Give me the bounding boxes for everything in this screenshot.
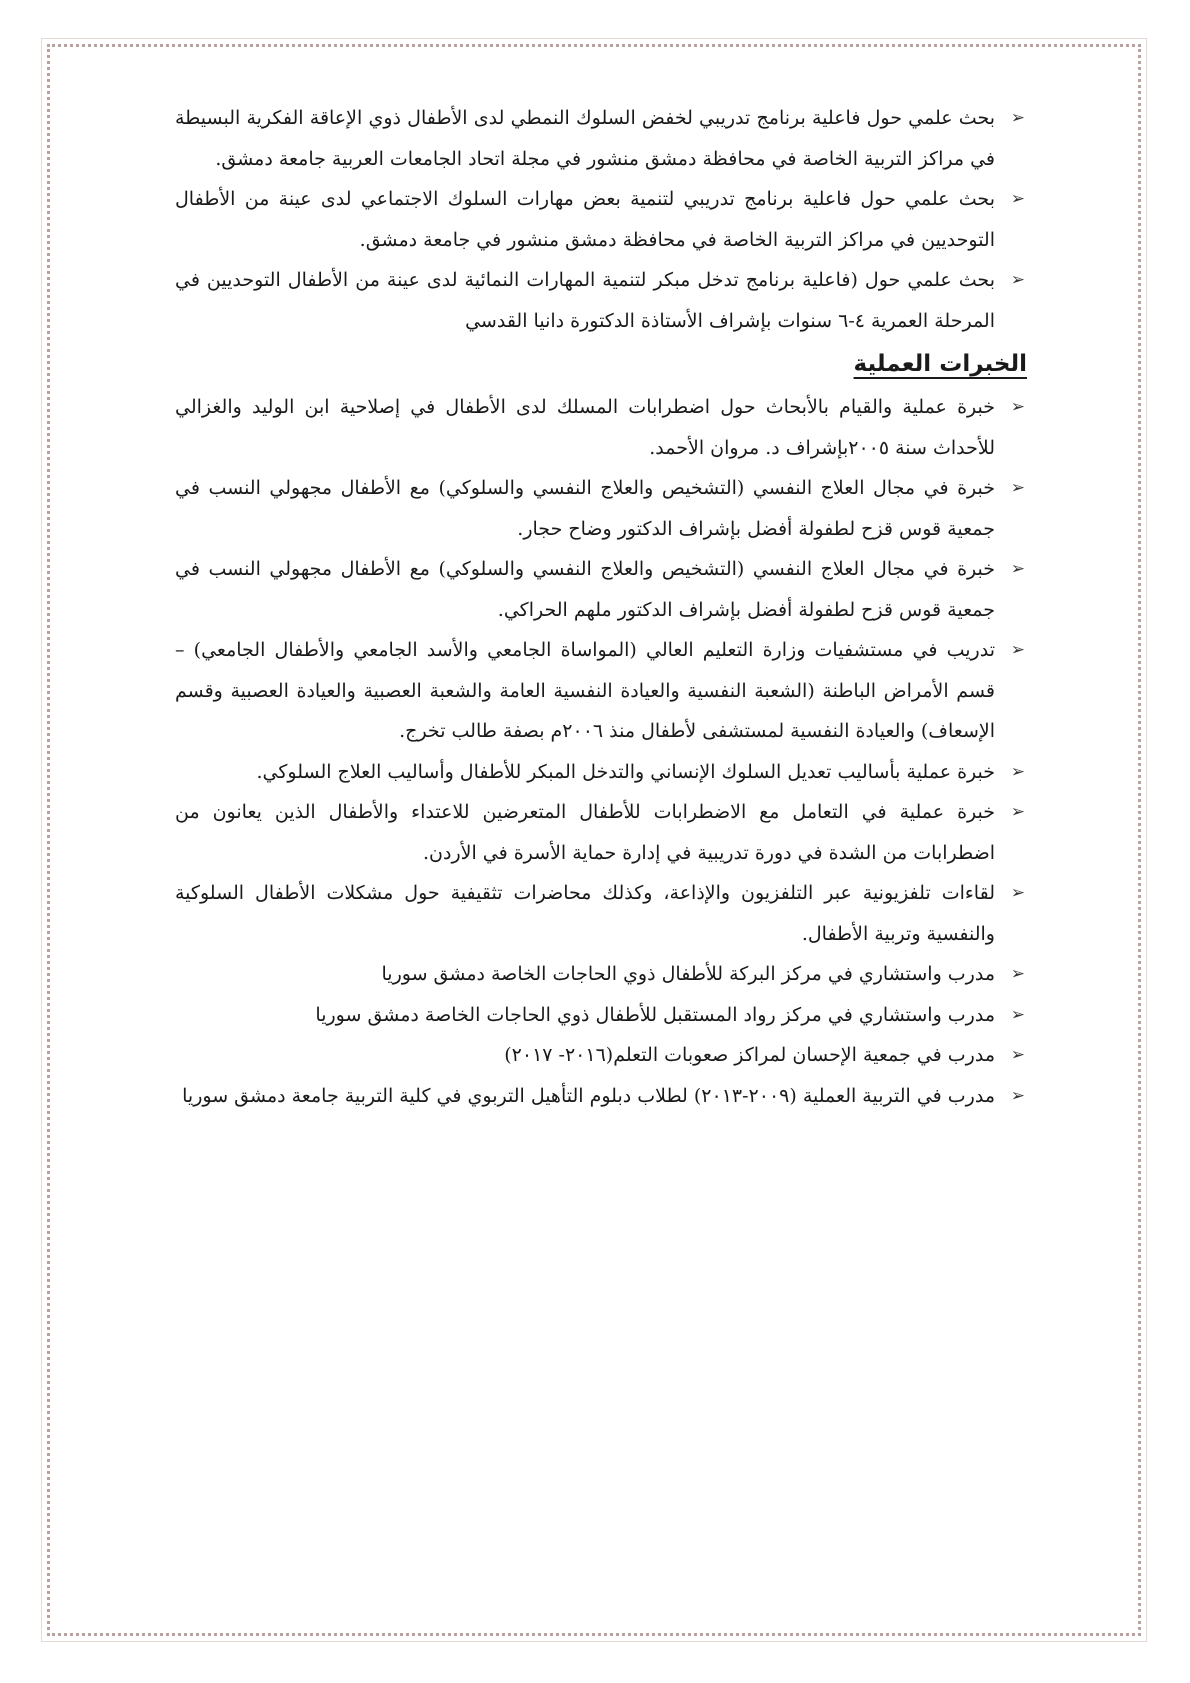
list-item bbox=[175, 954, 1027, 995]
arrow-bullet-icon: ➢ bbox=[1010, 964, 1025, 984]
list-item bbox=[175, 260, 1027, 341]
experience-item-text: مدرب واستشاري في مركز رواد المستقبل للأطفال ذوي الحاجات الخاصة دمشق سوريا bbox=[315, 1003, 995, 1026]
arrow-bullet-icon: ➢ bbox=[1010, 559, 1025, 579]
arrow-bullet-icon: ➢ bbox=[1010, 802, 1025, 822]
experience-item-text: خبرة عملية والقيام بالأبحاث حول اضطرابات المسلك لدى الأطفال في إصلاحية ابن الوليد والغزالي للأحداث سنة ٢٠٠٥بإشراف د. مروان الأحمد. bbox=[175, 396, 995, 459]
document-body bbox=[175, 98, 1027, 1116]
arrow-bullet-icon: ➢ bbox=[1010, 761, 1025, 782]
arrow-bullet-icon: ➢ bbox=[1010, 397, 1025, 417]
arrow-bullet-icon: ➢ bbox=[1010, 189, 1025, 209]
experience-list bbox=[175, 387, 1027, 1116]
experience-item-text: خبرة في مجال العلاج النفسي (التشخيص والعلاج النفسي والسلوكي) مع الأطفال مجهولي النسب في جمعية قوس قزح لطفولة أفضل بإشراف الدكتور ملهم الحراكي. bbox=[175, 558, 995, 621]
list-item bbox=[175, 387, 1027, 468]
list-item bbox=[175, 752, 1027, 793]
list-item bbox=[175, 98, 1027, 179]
arrow-bullet-icon: ➢ bbox=[1010, 640, 1025, 660]
list-item bbox=[175, 873, 1027, 954]
experience-item-text: خبرة عملية بأساليب تعديل السلوك الإنساني والتدخل المبكر للأطفال وأساليب العلاج السلوكي. bbox=[256, 760, 995, 783]
list-item bbox=[175, 468, 1027, 549]
list-item bbox=[175, 792, 1027, 873]
arrow-bullet-icon: ➢ bbox=[1010, 1085, 1025, 1106]
arrow-bullet-icon: ➢ bbox=[1010, 883, 1025, 903]
list-item bbox=[175, 1035, 1027, 1076]
experience-item-text: مدرب في جمعية الإحسان لمراكز صعوبات التعلم(٢٠١٦- ٢٠١٧) bbox=[504, 1044, 995, 1066]
arrow-bullet-icon: ➢ bbox=[1010, 478, 1025, 498]
list-item bbox=[175, 1076, 1027, 1117]
arrow-bullet-icon: ➢ bbox=[1010, 1004, 1025, 1025]
experience-item-text: خبرة عملية في التعامل مع الاضطرابات للأطفال المتعرضين للاعتداء والأطفال الذين يعانون من اضطرابات من الشدة في دورة تدريبية في إدارة حماية الأسرة في الأردن. bbox=[175, 801, 995, 864]
list-item bbox=[175, 549, 1027, 630]
experience-item-text: لقاءات تلفزيونية عبر التلفزيون والإذاعة، وكذلك محاضرات تثقيفية حول مشكلات الأطفال السلوكية والنفسية وتربية الأطفال. bbox=[175, 882, 995, 945]
research-item-text: بحث علمي حول (فاعلية برنامج تدخل مبكر لتنمية المهارات النمائية لدى عينة من الأطفال التوحديين في المرحلة العمرية ٤-٦ سنوات بإشراف الأستاذة الدكتورة دانيا القدسي bbox=[175, 269, 995, 332]
experience-item-text: خبرة في مجال العلاج النفسي (التشخيص والعلاج النفسي والسلوكي) مع الأطفال مجهولي النسب في جمعية قوس قزح لطفولة أفضل بإشراف الدكتور وضاح حجار. bbox=[175, 477, 995, 540]
research-list bbox=[175, 98, 1027, 341]
arrow-bullet-icon: ➢ bbox=[1010, 1045, 1025, 1065]
section-title-experience: الخبرات العملية bbox=[853, 351, 1027, 377]
list-item bbox=[175, 630, 1027, 752]
experience-item-text: مدرب في التربية العملية (٢٠٠٩-٢٠١٣) لطلاب دبلوم التأهيل التربوي في كلية التربية جامعة دمشق سوريا bbox=[182, 1084, 995, 1107]
list-item bbox=[175, 179, 1027, 260]
arrow-bullet-icon: ➢ bbox=[1010, 108, 1025, 128]
list-item bbox=[175, 995, 1027, 1036]
experience-item-text: مدرب واستشاري في مركز البركة للأطفال ذوي الحاجات الخاصة دمشق سوريا bbox=[381, 963, 995, 985]
experience-item-text: تدريب في مستشفيات وزارة التعليم العالي (المواساة الجامعي والأسد الجامعي والأطفال الجامعي) – قسم الأمراض الباطنة (الشعبة النفسية والعيادة النفسية العامة والشعبة العصبية والعيادة العصبية وقسم الإسعاف) والعيادة النفسية لمستشفى لأطفال منذ ٢٠٠٦م بصفة طالب تخرج. bbox=[175, 639, 995, 742]
research-item-text: بحث علمي حول فاعلية برنامج تدريبي لخفض السلوك النمطي لدى الأطفال ذوي الإعاقة الفكرية البسيطة في مراكز التربية الخاصة في محافظة دمشق منشور في مجلة اتحاد الجامعات العربية جامعة دمشق. bbox=[175, 107, 995, 170]
arrow-bullet-icon: ➢ bbox=[1010, 270, 1025, 290]
research-item-text: بحث علمي حول فاعلية برنامج تدريبي لتنمية بعض مهارات السلوك الاجتماعي لدى عينة من الأطفال التوحديين في مراكز التربية الخاصة في محافظة دمشق منشور في جامعة دمشق. bbox=[175, 188, 995, 251]
